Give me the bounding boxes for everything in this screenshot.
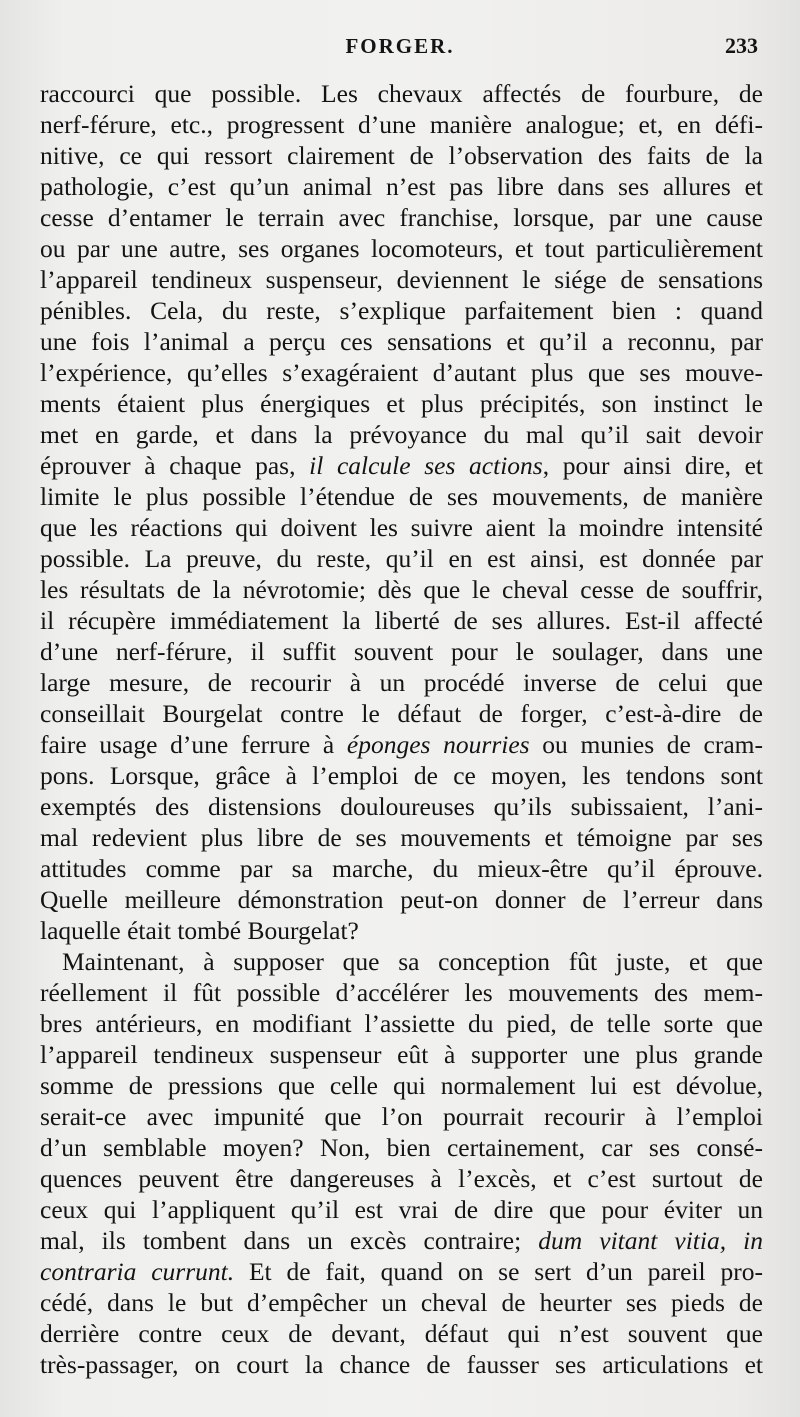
text-line: très-passager, on court la chance de fausser ses articulations et <box>40 1350 763 1379</box>
text-line: exemptés des distensions douloureuses qu’ils subissaient, l’ani- <box>40 792 763 821</box>
text-line: une fois l’animal a perçu ces sensations et qu’il a reconnu, par <box>40 327 763 356</box>
text-line: les résultats de la névrotomie; dès que le cheval cesse de souffrir, <box>40 575 763 604</box>
text-line: serait-ce avec impunité que l’on pourrait recourir à l’emploi <box>40 1102 763 1131</box>
text-line: faire usage d’une ferrure à éponges nourries ou munies de cram- <box>40 730 764 759</box>
text-line: possible. La preuve, du reste, qu’il en est ainsi, est donnée par <box>40 544 763 573</box>
text-line: pons. Lorsque, grâce à l’emploi de ce moyen, les tendons sont <box>40 761 763 790</box>
text-line: d’une nerf-férure, il suffit souvent pour le soulager, dans une <box>40 637 763 666</box>
text-line: éprouver à chaque pas, il calcule ses actions, pour ainsi dire, et <box>40 451 764 480</box>
text-line: l’appareil tendineux suspenseur eût à supporter une plus grande <box>40 1040 763 1069</box>
text-line: cédé, dans le but d’empêcher un cheval de heurter ses pieds de <box>40 1288 763 1317</box>
text-line: pénibles. Cela, du reste, s’explique parfaitement bien : quand <box>40 296 763 325</box>
text-line: il récupère immédiatement la liberté de ses allures. Est-il affecté <box>40 606 763 635</box>
text-line: limite le plus possible l’étendue de ses mouvements, de manière <box>40 482 763 511</box>
text-line: pathologie, c’est qu’un animal n’est pas libre dans ses allures et <box>40 172 763 201</box>
text-line: raccourci que possible. Les chevaux affectés de fourbure, de <box>40 79 763 108</box>
italic-phrase: dum vitant vitia, in <box>538 1226 763 1255</box>
text-line: ceux qui l’appliquent qu’il est vrai de dire que pour éviter un <box>40 1195 763 1224</box>
page-number: 233 <box>725 33 758 58</box>
italic-phrase: éponges nourries <box>346 730 530 759</box>
text-line: ou par une autre, ses organes locomoteurs, et tout particulièrement <box>40 234 763 263</box>
text-line: Quelle meilleure démonstration peut-on donner de l’erreur dans <box>40 885 763 914</box>
italic-phrase: il calcule ses actions <box>309 451 543 480</box>
text-line: cesse d’entamer le terrain avec franchise, lorsque, par une cause <box>40 203 763 232</box>
running-title: FORGER. <box>345 34 455 58</box>
text-line: que les réactions qui doivent les suivre aient la moindre intensité <box>40 513 763 542</box>
text-line: ments étaient plus énergiques et plus précipités, son instinct le <box>40 389 763 418</box>
text-line: large mesure, de recourir à un procédé inverse de celui que <box>40 668 763 697</box>
text-line: attitudes comme par sa marche, du mieux-être qu’il éprouve. <box>40 854 763 883</box>
text-line: conseillait Bourgelat contre le défaut de forger, c’est-à-dire de <box>40 699 763 728</box>
text-line: met en garde, et dans la prévoyance du mal qu’il sait devoir <box>40 420 763 449</box>
text-line: l’appareil tendineux suspenseur, deviennent le siége de sensations <box>40 265 763 294</box>
text-line: d’un semblable moyen? Non, bien certainement, car ses consé- <box>40 1133 763 1162</box>
text-line: nerf-férure, etc., progressent d’une manière analogue; et, en défi- <box>40 110 763 139</box>
running-head <box>40 30 760 62</box>
text-line: somme de pressions que celle qui normalement lui est dévolue, <box>40 1071 763 1100</box>
text-line: quences peuvent être dangereuses à l’excès, et c’est surtout de <box>40 1164 763 1193</box>
text-line: contraria currunt. Et de fait, quand on se sert d’un pareil pro- <box>40 1257 763 1286</box>
text-line: mal redevient plus libre de ses mouvements et témoigne par ses <box>40 823 763 852</box>
text-line: laquelle était tombé Bourgelat? <box>40 916 359 945</box>
italic-phrase: contraria currunt. <box>40 1257 235 1286</box>
text-line: Maintenant, à supposer que sa conception fût juste, et que <box>62 947 763 976</box>
text-line: nitive, ce qui ressort clairement de l’observation des faits de la <box>40 141 763 170</box>
text-line: réellement il fût possible d’accélérer les mouvements des mem- <box>40 978 763 1007</box>
text-line: bres antérieurs, en modifiant l’assiette du pied, de telle sorte que <box>40 1009 763 1038</box>
text-line: l’expérience, qu’elles s’exagéraient d’autant plus que ses mouve- <box>40 358 763 387</box>
text-line: mal, ils tombent dans un excès contraire; dum vitant vitia, in <box>40 1226 763 1255</box>
body-text <box>40 78 763 1380</box>
text-line: derrière contre ceux de devant, défaut qui n’est souvent que <box>40 1319 763 1348</box>
